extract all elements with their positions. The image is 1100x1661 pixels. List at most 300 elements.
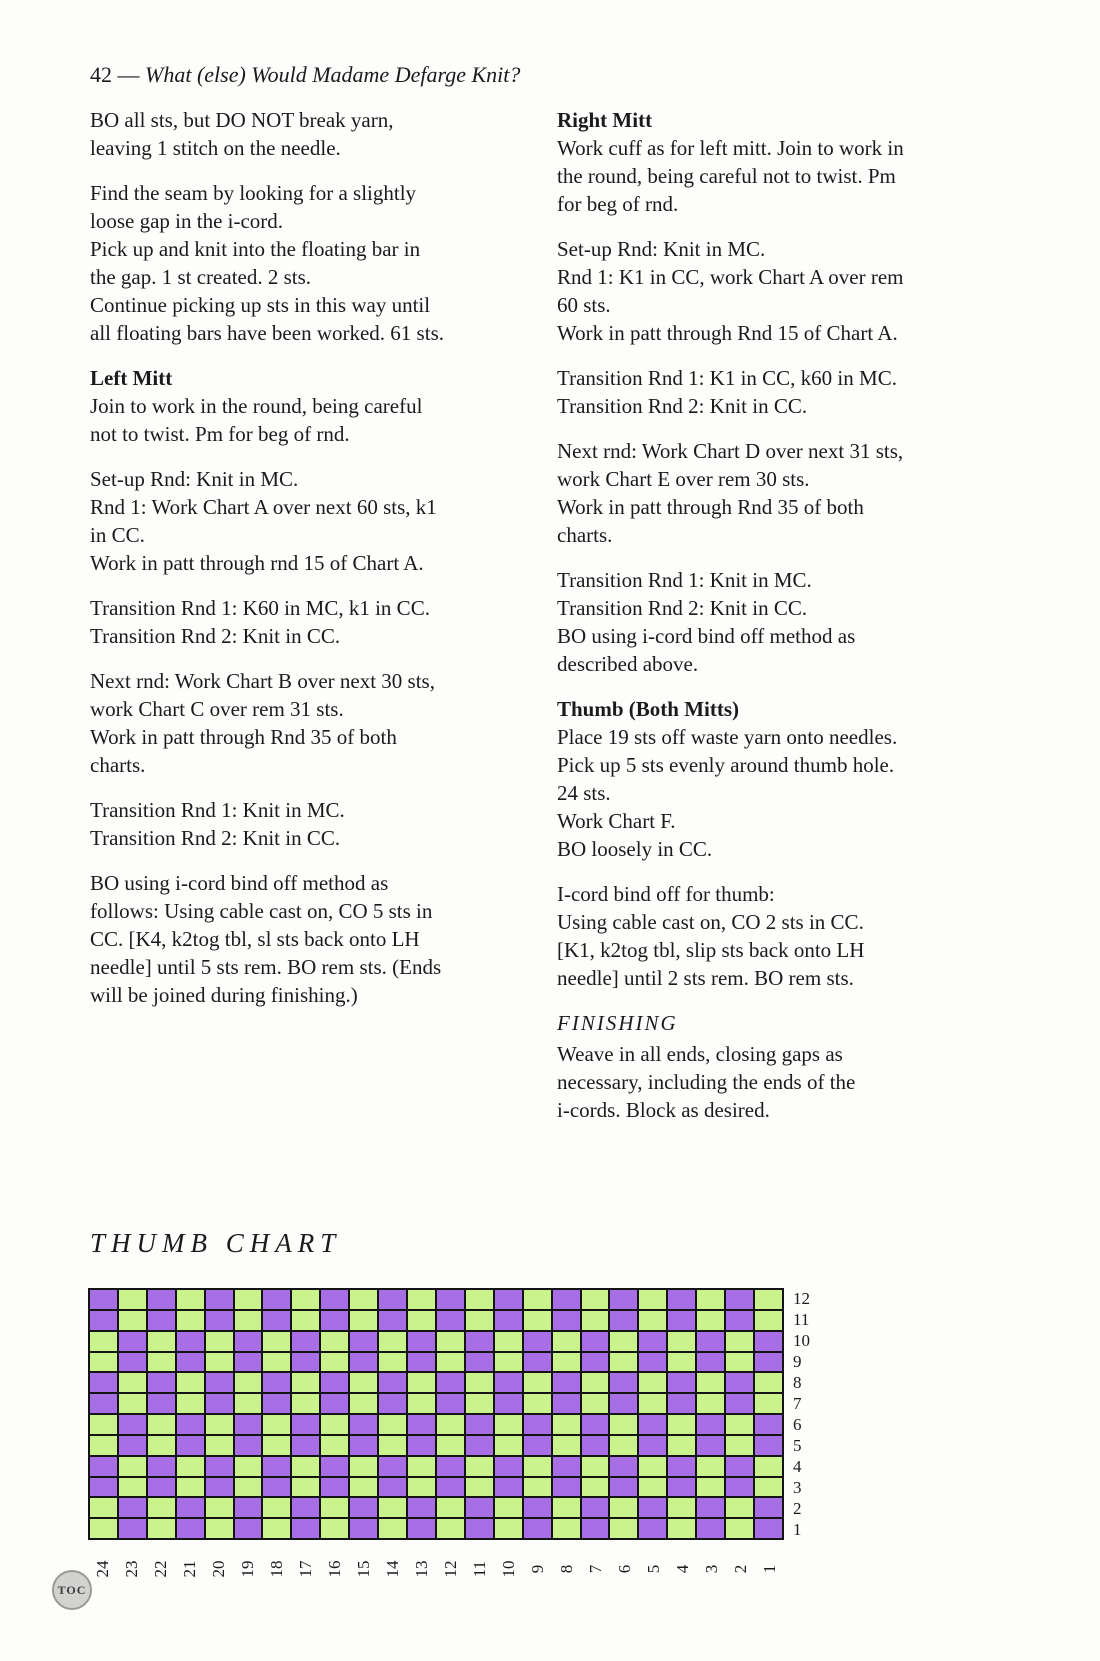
chart-cell: [610, 1519, 637, 1538]
chart-cell: [321, 1311, 348, 1330]
chart-cell: [350, 1311, 377, 1330]
chart-cell: [495, 1394, 522, 1413]
chart-cell: [582, 1353, 609, 1372]
text-line: Transition Rnd 2: Knit in CC.: [90, 826, 341, 850]
chart-cell: [148, 1290, 175, 1309]
chart-cell: [119, 1290, 146, 1309]
paragraph: [557, 364, 904, 420]
text-line: Using cable cast on, CO 2 sts in CC.: [557, 910, 864, 934]
chart-cell: [90, 1353, 117, 1372]
chart-cell: [148, 1498, 175, 1517]
chart-cell: [437, 1415, 464, 1434]
chart-cell: [263, 1436, 290, 1455]
text-line: Find the seam by looking for a slightly: [90, 181, 417, 205]
chart-cell: [437, 1436, 464, 1455]
chart-cell: [379, 1415, 406, 1434]
chart-cell: [524, 1415, 551, 1434]
chart-cell: [755, 1290, 782, 1309]
chart-cell: [582, 1498, 609, 1517]
text-line: all floating bars have been worked. 61 sts.: [90, 321, 444, 345]
chart-cell: [610, 1311, 637, 1330]
chart-cell: [321, 1436, 348, 1455]
text-line: Work in patt through Rnd 15 of Chart A.: [557, 321, 898, 345]
chart-cell: [350, 1415, 377, 1434]
chart-cell: [668, 1415, 695, 1434]
chart-cell: [206, 1519, 233, 1538]
chart-cell: [553, 1394, 580, 1413]
chart-cell: [553, 1436, 580, 1455]
chart-cell: [206, 1290, 233, 1309]
chart-column-number-text: 3: [701, 1564, 721, 1574]
page-number: 42: [90, 62, 112, 87]
text-line: Set-up Rnd: Knit in MC.: [90, 467, 299, 491]
chart-cell: [524, 1498, 551, 1517]
text-line: 24 sts.: [557, 781, 611, 805]
chart-cell: [437, 1457, 464, 1476]
chart-cell: [263, 1415, 290, 1434]
chart-cell: [582, 1290, 609, 1309]
chart-cell: [437, 1519, 464, 1538]
chart-cell: [206, 1415, 233, 1434]
chart-cell: [379, 1373, 406, 1392]
text-line: Next rnd: Work Chart D over next 31 sts,: [557, 439, 904, 463]
chart-cell: [610, 1415, 637, 1434]
chart-cell: [639, 1373, 666, 1392]
paragraph: [90, 869, 444, 1009]
chart-cell: [177, 1311, 204, 1330]
chart-column-number: [639, 1545, 668, 1593]
chart-cell: [206, 1498, 233, 1517]
chart-cell: [408, 1373, 435, 1392]
chart-cell: [726, 1394, 753, 1413]
chart-cell: [148, 1311, 175, 1330]
chart-cell: [292, 1457, 319, 1476]
chart-cell: [466, 1394, 493, 1413]
chart-cell: [495, 1290, 522, 1309]
chart-cell: [697, 1478, 724, 1497]
chart-cell: [553, 1519, 580, 1538]
chart-column-number: [175, 1545, 204, 1593]
chart-cell: [755, 1519, 782, 1538]
chart-cell: [235, 1353, 262, 1372]
chart-cell: [292, 1311, 319, 1330]
text-line: follows: Using cable cast on, CO 5 sts in: [90, 899, 433, 923]
chart-row-number: 1: [793, 1520, 802, 1539]
text-line: needle] until 5 sts rem. BO rem sts. (Ends: [90, 955, 442, 979]
chart-cell: [726, 1498, 753, 1517]
chart-cell: [495, 1373, 522, 1392]
text-line: Work in patt through rnd 15 of Chart A.: [90, 551, 424, 575]
chart-cell: [755, 1436, 782, 1455]
chart-cell: [697, 1311, 724, 1330]
chart-cell: [119, 1478, 146, 1497]
chart-column-number: [117, 1545, 146, 1593]
chart-cell: [148, 1457, 175, 1476]
chart-cell: [148, 1394, 175, 1413]
text-line: Transition Rnd 1: Knit in MC.: [557, 568, 812, 592]
chart-cell: [408, 1332, 435, 1351]
chart-cell: [292, 1353, 319, 1372]
text-line: Join to work in the round, being careful: [90, 394, 423, 418]
chart-cell: [437, 1332, 464, 1351]
chart-cell: [524, 1353, 551, 1372]
chart-column-number: [262, 1545, 291, 1593]
chart-cell: [466, 1290, 493, 1309]
chart-cell: [379, 1290, 406, 1309]
chart-column-number: [610, 1545, 639, 1593]
chart-cell: [90, 1436, 117, 1455]
chart-column-number-text: 11: [469, 1560, 489, 1578]
chart-cell: [148, 1373, 175, 1392]
text-line: work Chart E over rem 30 sts.: [557, 467, 810, 491]
chart-cell: [697, 1332, 724, 1351]
chart-cell: [726, 1457, 753, 1476]
chart-cell: [90, 1373, 117, 1392]
chart-cell: [119, 1457, 146, 1476]
text-line: loose gap in the i-cord.: [90, 209, 284, 233]
chart-column-number: [436, 1545, 465, 1593]
chart-cell: [524, 1436, 551, 1455]
chart-column-number: [204, 1545, 233, 1593]
chart-cell: [321, 1457, 348, 1476]
chart-row-number: 5: [793, 1436, 802, 1455]
text-line: Work in patt through Rnd 35 of both: [557, 495, 864, 519]
text-line: charts.: [90, 753, 146, 777]
chart-column-number-text: 2: [730, 1564, 750, 1574]
chart-cell: [148, 1519, 175, 1538]
chart-cell: [466, 1436, 493, 1455]
chart-cell: [495, 1436, 522, 1455]
chart-cell: [668, 1290, 695, 1309]
chart-row-number: 3: [793, 1478, 802, 1497]
text-line: Place 19 sts off waste yarn onto needles.: [557, 725, 898, 749]
chart-cell: [379, 1436, 406, 1455]
chart-cell: [437, 1373, 464, 1392]
text-line: i-cords. Block as desired.: [557, 1098, 770, 1122]
chart-cell: [119, 1373, 146, 1392]
chart-cell: [235, 1436, 262, 1455]
chart-cell: [495, 1478, 522, 1497]
text-line: Pick up and knit into the floating bar in: [90, 237, 421, 261]
chart-cell: [553, 1353, 580, 1372]
chart-cell: [321, 1498, 348, 1517]
chart-cell: [466, 1519, 493, 1538]
chart-cell: [90, 1311, 117, 1330]
text-line: BO using i-cord bind off method as: [90, 871, 389, 895]
chart-cell: [524, 1290, 551, 1309]
header-separator: —: [112, 62, 145, 87]
chart-cell: [610, 1457, 637, 1476]
paragraph: [90, 465, 444, 577]
text-line: Work in patt through Rnd 35 of both: [90, 725, 397, 749]
chart-cell: [726, 1436, 753, 1455]
text-line: Left Mitt: [90, 366, 173, 390]
chart-column-number-text: 7: [585, 1564, 605, 1574]
chart-row-number: 7: [793, 1394, 802, 1413]
chart-cell: [379, 1394, 406, 1413]
thumb-chart-grid: [88, 1288, 784, 1540]
chart-cell: [639, 1478, 666, 1497]
chart-cell: [582, 1373, 609, 1392]
chart-cell: [177, 1457, 204, 1476]
chart-cell: [726, 1311, 753, 1330]
paragraph: [90, 796, 444, 852]
chart-cell: [90, 1519, 117, 1538]
chart-cell: [582, 1394, 609, 1413]
text-line: Set-up Rnd: Knit in MC.: [557, 237, 766, 261]
chart-cell: [668, 1478, 695, 1497]
chart-cell: [119, 1498, 146, 1517]
text-line: Work Chart F.: [557, 809, 676, 833]
text-line: Transition Rnd 1: K60 in MC, k1 in CC.: [90, 596, 430, 620]
chart-column-number-text: 24: [92, 1560, 112, 1578]
chart-cell: [206, 1353, 233, 1372]
chart-cell: [350, 1373, 377, 1392]
chart-cell: [235, 1415, 262, 1434]
chart-column-number: [523, 1545, 552, 1593]
chart-cell: [177, 1394, 204, 1413]
chart-cell: [321, 1394, 348, 1413]
chart-cell: [437, 1498, 464, 1517]
paragraph: [90, 179, 444, 347]
chart-cell: [466, 1311, 493, 1330]
chart-cell: [263, 1478, 290, 1497]
chart-cell: [350, 1457, 377, 1476]
chart-cell: [350, 1478, 377, 1497]
chart-cell: [90, 1498, 117, 1517]
right-text-column: [557, 106, 904, 1124]
chart-column-number-text: 20: [208, 1560, 228, 1578]
chart-cell: [726, 1332, 753, 1351]
chart-cell: [292, 1415, 319, 1434]
chart-cell: [90, 1394, 117, 1413]
chart-cell: [726, 1519, 753, 1538]
chart-cell: [292, 1332, 319, 1351]
chart-cell: [321, 1290, 348, 1309]
chart-cell: [408, 1353, 435, 1372]
chart-cell: [582, 1436, 609, 1455]
chart-cell: [553, 1478, 580, 1497]
chart-column-number-text: 15: [353, 1560, 373, 1578]
chart-cell: [321, 1373, 348, 1392]
chart-cell: [263, 1457, 290, 1476]
text-line: necessary, including the ends of the: [557, 1070, 856, 1094]
chart-cell: [668, 1311, 695, 1330]
chart-cell: [379, 1478, 406, 1497]
chart-cell: [755, 1457, 782, 1476]
chart-column-number-text: 4: [672, 1564, 692, 1574]
chart-cell: [553, 1457, 580, 1476]
text-line: BO all sts, but DO NOT break yarn,: [90, 108, 394, 132]
chart-cell: [321, 1415, 348, 1434]
chart-cell: [235, 1311, 262, 1330]
chart-cell: [697, 1457, 724, 1476]
chart-cell: [119, 1436, 146, 1455]
text-line: Continue picking up sts in this way until: [90, 293, 431, 317]
chart-cell: [755, 1394, 782, 1413]
chart-cell: [235, 1519, 262, 1538]
text-line: 60 sts.: [557, 293, 611, 317]
chart-cell: [668, 1394, 695, 1413]
chart-cell: [235, 1478, 262, 1497]
chart-row-number: 10: [793, 1331, 810, 1350]
chart-cell: [466, 1373, 493, 1392]
text-line: Rnd 1: K1 in CC, work Chart A over rem: [557, 265, 904, 289]
chart-cell: [206, 1311, 233, 1330]
chart-cell: [466, 1498, 493, 1517]
paragraph: [90, 392, 444, 448]
chart-cell: [495, 1457, 522, 1476]
chart-cell: [177, 1373, 204, 1392]
chart-cell: [350, 1436, 377, 1455]
chart-column-number: [755, 1545, 784, 1593]
chart-cell: [466, 1353, 493, 1372]
chart-column-number: [668, 1545, 697, 1593]
chart-column-number: [146, 1545, 175, 1593]
chart-cell: [350, 1332, 377, 1351]
chart-column-number-text: 1: [759, 1564, 779, 1574]
chart-cell: [524, 1311, 551, 1330]
paragraph: [557, 566, 904, 678]
chart-cell: [697, 1498, 724, 1517]
chart-column-number: [407, 1545, 436, 1593]
text-line: leaving 1 stitch on the needle.: [90, 136, 341, 160]
chart-cell: [697, 1519, 724, 1538]
chart-cell: [755, 1353, 782, 1372]
chart-cell: [553, 1332, 580, 1351]
chart-cell: [90, 1290, 117, 1309]
chart-row-number: 6: [793, 1415, 802, 1434]
chart-cell: [639, 1353, 666, 1372]
chart-cell: [350, 1394, 377, 1413]
chart-column-number-text: 19: [237, 1560, 257, 1578]
chart-cell: [408, 1498, 435, 1517]
left-text-column: [90, 106, 444, 1009]
chart-column-number: [494, 1545, 523, 1593]
text-line: Transition Rnd 2: Knit in CC.: [557, 596, 808, 620]
paragraph: [557, 1040, 904, 1124]
chart-cell: [553, 1290, 580, 1309]
thumb-chart-title: THUMB CHART: [90, 1228, 342, 1258]
text-line: the round, being careful not to twist. Pm: [557, 164, 896, 188]
chart-cell: [350, 1353, 377, 1372]
chart-cell: [235, 1457, 262, 1476]
text-line: in CC.: [90, 523, 145, 547]
text-line: [K1, k2tog tbl, slip sts back onto LH: [557, 938, 865, 962]
text-line: the gap. 1 st created. 2 sts.: [90, 265, 312, 289]
chart-column-number-text: 9: [527, 1564, 547, 1574]
chart-cell: [148, 1436, 175, 1455]
chart-row-numbers: [793, 1288, 810, 1540]
chart-cell: [177, 1436, 204, 1455]
chart-cell: [177, 1332, 204, 1351]
chart-cell: [263, 1332, 290, 1351]
chart-cell: [235, 1332, 262, 1351]
text-line: work Chart C over rem 31 sts.: [90, 697, 344, 721]
chart-cell: [639, 1498, 666, 1517]
chart-cell: [697, 1353, 724, 1372]
paragraph: [557, 134, 904, 218]
text-line: Right Mitt: [557, 108, 653, 132]
chart-cell: [726, 1478, 753, 1497]
chart-cell: [90, 1478, 117, 1497]
chart-cell: [321, 1478, 348, 1497]
chart-cell: [148, 1353, 175, 1372]
text-line: not to twist. Pm for beg of rnd.: [90, 422, 350, 446]
chart-cell: [639, 1415, 666, 1434]
text-line: Transition Rnd 1: K1 in CC, k60 in MC.: [557, 366, 897, 390]
chart-cell: [610, 1373, 637, 1392]
chart-cell: [263, 1311, 290, 1330]
toc-label: TOC: [57, 1582, 87, 1597]
chart-cell: [582, 1415, 609, 1434]
chart-cell: [177, 1519, 204, 1538]
chart-cell: [119, 1332, 146, 1351]
chart-cell: [321, 1519, 348, 1538]
text-line: described above.: [557, 652, 699, 676]
chart-cell: [755, 1373, 782, 1392]
chart-cell: [697, 1436, 724, 1455]
chart-column-number-text: 14: [382, 1560, 402, 1578]
chart-cell: [408, 1415, 435, 1434]
section-heading: [557, 695, 904, 723]
chart-cell: [466, 1457, 493, 1476]
chart-cell: [263, 1373, 290, 1392]
chart-cell: [755, 1415, 782, 1434]
chart-cell: [639, 1290, 666, 1309]
chart-cell: [235, 1373, 262, 1392]
text-line: BO loosely in CC.: [557, 837, 713, 861]
chart-cell: [668, 1353, 695, 1372]
chart-cell: [697, 1394, 724, 1413]
chart-column-number-text: 16: [324, 1560, 344, 1578]
chart-cell: [495, 1332, 522, 1351]
chart-cell: [582, 1478, 609, 1497]
chart-column-number-text: 8: [556, 1564, 576, 1574]
chart-cell: [321, 1332, 348, 1351]
chart-cell: [437, 1394, 464, 1413]
text-line: for beg of rnd.: [557, 192, 679, 216]
section-heading: [90, 364, 444, 392]
chart-cell: [263, 1394, 290, 1413]
text-line: BO using i-cord bind off method as: [557, 624, 856, 648]
text-line: needle] until 2 sts rem. BO rem sts.: [557, 966, 854, 990]
chart-cell: [524, 1373, 551, 1392]
chart-cell: [697, 1290, 724, 1309]
chart-column-number-text: 17: [295, 1560, 315, 1578]
chart-row-number: 2: [793, 1499, 802, 1518]
chart-column-number-text: 10: [498, 1560, 518, 1578]
chart-cell: [177, 1290, 204, 1309]
chart-cell: [668, 1373, 695, 1392]
chart-cell: [408, 1436, 435, 1455]
chart-column-number: [552, 1545, 581, 1593]
paragraph: [90, 667, 444, 779]
text-line: will be joined during finishing.): [90, 983, 358, 1007]
chart-cell: [755, 1498, 782, 1517]
chart-column-number-text: 22: [150, 1560, 170, 1578]
chart-cell: [177, 1498, 204, 1517]
chart-cell: [292, 1436, 319, 1455]
toc-button[interactable]: [52, 1570, 92, 1610]
chart-cell: [408, 1519, 435, 1538]
chart-cell: [524, 1519, 551, 1538]
chart-row-number: 11: [793, 1310, 810, 1329]
chart-cell: [553, 1415, 580, 1434]
text-line: Weave in all ends, closing gaps as: [557, 1042, 843, 1066]
chart-cell: [495, 1353, 522, 1372]
chart-cell: [379, 1519, 406, 1538]
